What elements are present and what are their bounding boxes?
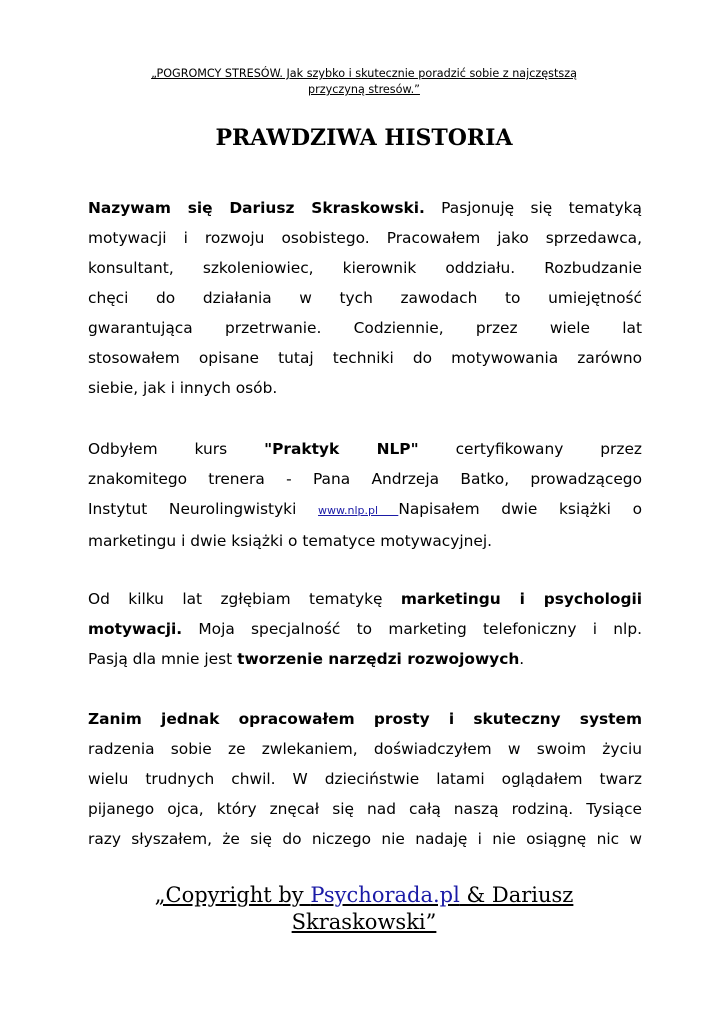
paragraph-line: pijanego ojca, który znęcał się nad całą naszą rodziną. Tysiące <box>88 800 642 818</box>
paragraph-line: gwarantująca przetrwanie. Codziennie, przez wiele lat <box>88 319 642 337</box>
copyright-footer <box>88 882 640 936</box>
paragraph-line: motywacji i rozwoju osobistego. Pracowałem jako sprzedawca, <box>88 229 642 247</box>
header-line-1: „POGROMCY STRESÓW. Jak szybko i skutecznie poradzić sobie z najczęstszą <box>151 67 577 80</box>
paragraph-line: marketingu i dwie książki o tematyce motywacyjnej. <box>88 532 493 550</box>
paragraph-line: siebie, jak i innych osób. <box>88 379 278 397</box>
paragraph-line: Zanim jednak opracowałem prosty i skuteczny system <box>88 710 642 728</box>
paragraph-course <box>88 434 642 556</box>
paragraph-line: Instytut Neurolingwistyki www.nlp.pl Napisałem dwie książki o <box>88 500 642 518</box>
paragraph-line: Pasją dla mnie jest tworzenie narzędzi rozwojowych. <box>88 650 525 668</box>
paragraph-intro <box>88 193 642 403</box>
document-header <box>88 66 640 98</box>
paragraph-line: chęci do działania w tych zawodach to umiejętność <box>88 289 642 307</box>
paragraph-line: stosowałem opisane tutaj techniki do motywowania zarówno <box>88 349 642 367</box>
paragraph-line: Odbyłem kurs "Praktyk NLP" certyfikowany przez <box>88 440 643 458</box>
paragraph-line: radzenia sobie ze zwlekaniem, doświadczyłem w swoim życiu <box>88 740 642 758</box>
paragraph-line: konsultant, szkoleniowiec, kierownik oddziału. Rozbudzanie <box>88 259 642 277</box>
paragraph-line: wielu trudnych chwil. W dzieciństwie latami oglądałem twarz <box>88 770 642 788</box>
paragraph-specialty <box>88 584 642 674</box>
page-title: PRAWDZIWA HISTORIA <box>215 125 513 151</box>
footer-line-1: „Copyright by Psychorada.pl & Dariusz <box>154 883 574 907</box>
course-name: "Praktyk NLP" <box>264 440 419 458</box>
paragraph-line: znakomitego trenera - Pana Andrzeja Batko, prowadzącego <box>88 470 642 488</box>
paragraph-line: Od kilku lat zgłębiam tematykę marketingu i psychologii <box>88 590 643 608</box>
psychorada-link[interactable]: Psychorada.pl <box>310 883 460 907</box>
footer-line-2: Skraskowski” <box>291 910 437 934</box>
header-line-2: przyczyną stresów.” <box>308 83 420 96</box>
author-name: Nazywam się Dariusz Skraskowski. <box>88 199 425 217</box>
paragraph-line: motywacji. Moja specjalność to marketing telefoniczny i nlp. <box>88 620 642 638</box>
paragraph-line: Nazywam się Dariusz Skraskowski. Pasjonuję się tematyką <box>88 199 642 217</box>
nlp-website-link[interactable]: www.nlp.pl <box>318 504 399 517</box>
paragraph-line: razy słyszałem, że się do niczego nie nadaję i nie osiągnę nic w <box>88 830 642 848</box>
paragraph-story <box>88 704 642 854</box>
